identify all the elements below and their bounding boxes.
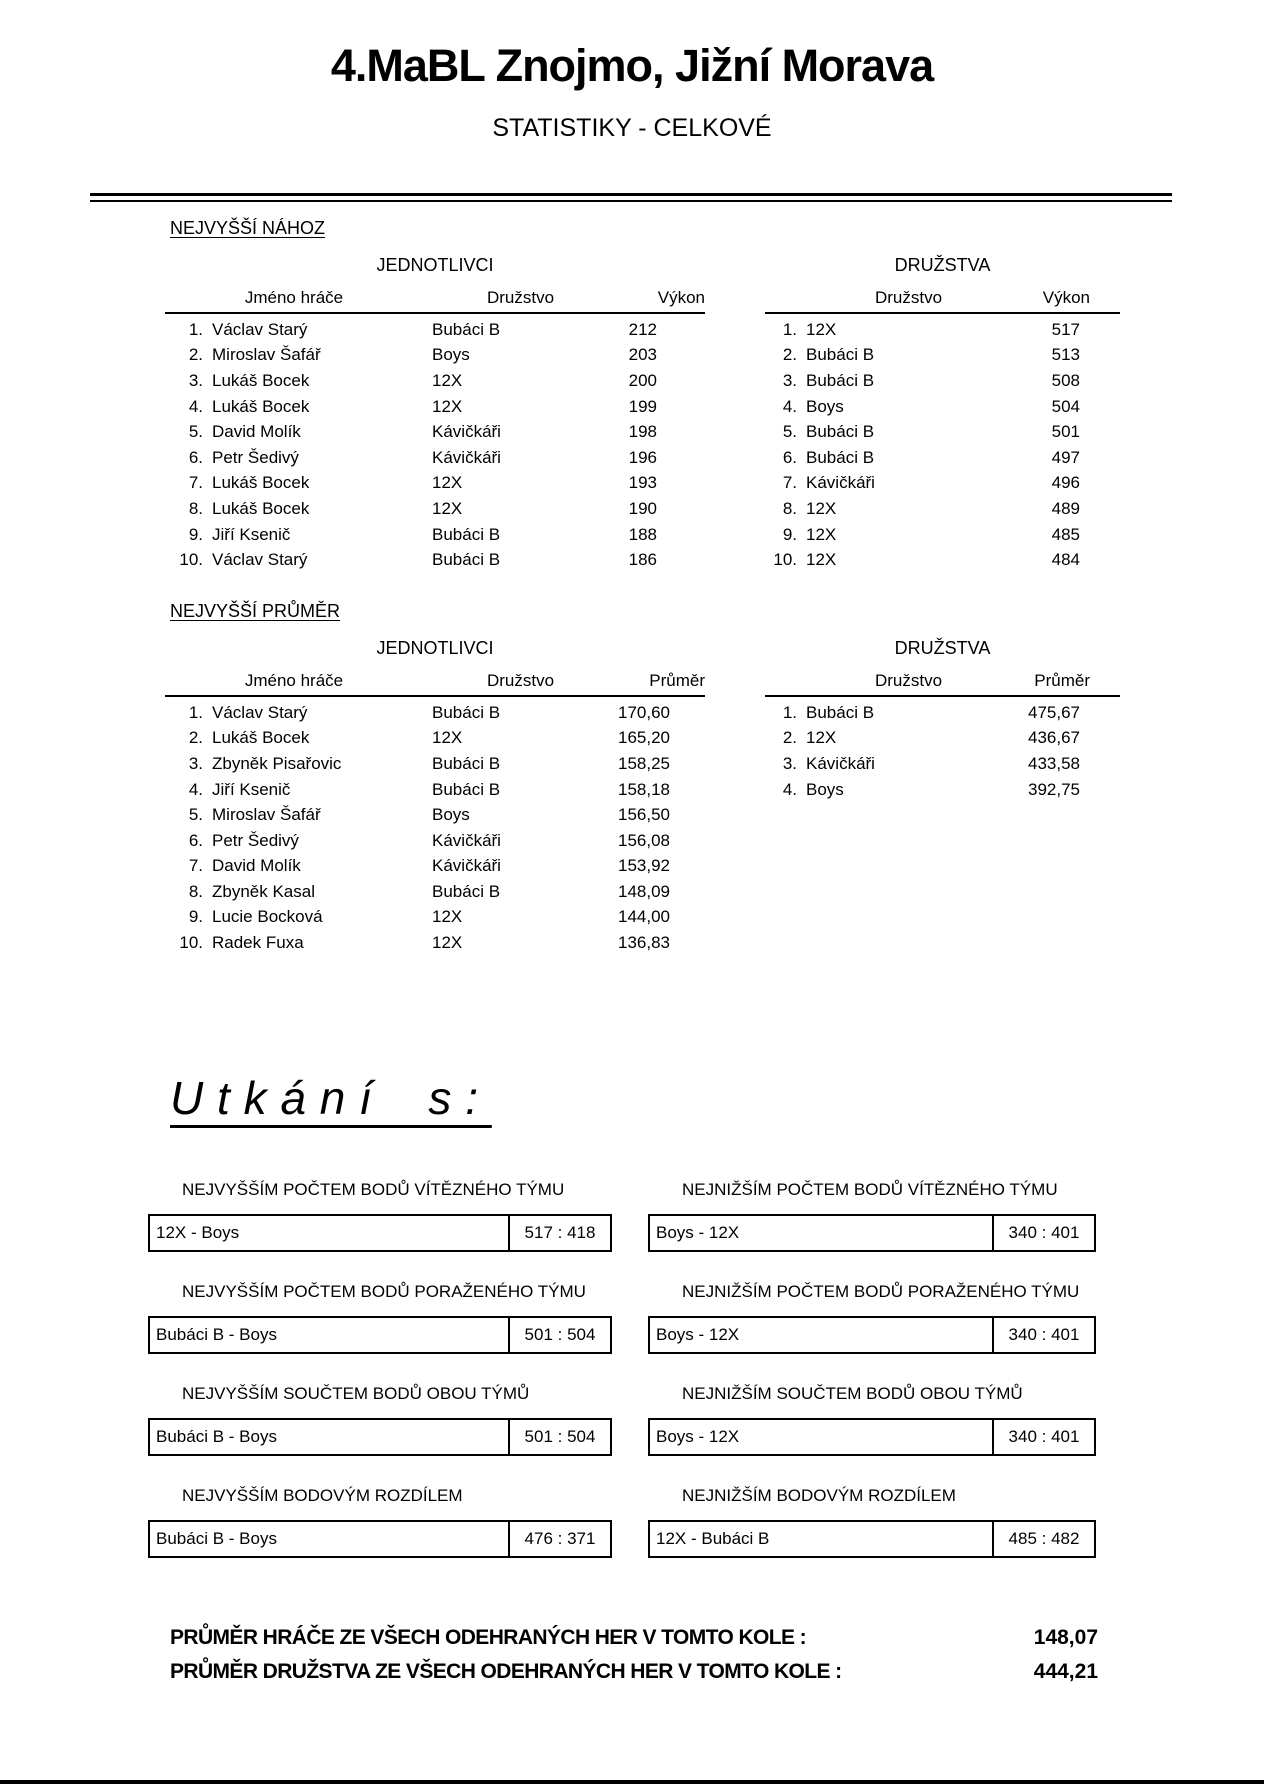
table-row: [765, 394, 1120, 420]
row-player: Miroslav Šafář: [212, 345, 321, 365]
summary-row: [170, 1626, 1098, 1660]
row-rank: 7.: [782, 473, 797, 493]
row-team: Bubáci B: [806, 447, 875, 467]
table-row: [165, 828, 705, 854]
row-value: 212: [628, 319, 657, 339]
table-row: [765, 471, 1120, 497]
row-team: Bubáci B: [432, 702, 501, 722]
row-value: 198: [628, 422, 657, 442]
row-team: Boys: [432, 345, 470, 365]
row-player: Radek Fuxa: [212, 933, 304, 953]
table-row: [165, 802, 705, 828]
row-value: 193: [628, 473, 657, 493]
record-box: [648, 1418, 1096, 1456]
row-rank: 1.: [782, 319, 797, 339]
table-row: [765, 496, 1120, 522]
table-row: [165, 905, 705, 931]
table-row: [165, 471, 705, 497]
table-header-row: [165, 671, 705, 697]
table-row: [765, 522, 1120, 548]
row-rank: 9.: [782, 524, 797, 544]
row-rank: 5.: [188, 422, 203, 442]
row-player: Jiří Ksenič: [212, 779, 291, 799]
row-value: 484: [1051, 550, 1080, 570]
row-team: 12X: [432, 907, 463, 927]
table-header-row: [765, 671, 1120, 697]
row-rank: 4.: [188, 779, 203, 799]
row-player: Lukáš Bocek: [212, 728, 310, 748]
table-rows: [765, 697, 1120, 802]
row-value: 489: [1051, 498, 1080, 518]
record-label: NEJNIŽŠÍM POČTEM BODŮ VÍTĚZNÉHO TÝMU: [682, 1179, 1058, 1199]
utkani-record: [648, 1384, 1096, 1456]
row-rank: 8.: [782, 498, 797, 518]
section-heading-nahoz: NEJVYŠŠÍ NÁHOZ: [170, 218, 326, 238]
record-label: NEJNIŽŠÍM POČTEM BODŮ PORAŽENÉHO TÝMU: [682, 1281, 1080, 1301]
table-row: [765, 751, 1120, 777]
row-team: Bubáci B: [432, 319, 501, 339]
row-value: 136,83: [618, 933, 670, 953]
row-team: 12X: [806, 498, 837, 518]
row-value: 497: [1051, 447, 1080, 467]
record-match: Bubáci B - Boys: [156, 1324, 277, 1344]
row-value: 504: [1051, 396, 1080, 416]
row-value: 170,60: [618, 702, 670, 722]
record-score: 340 : 401: [992, 1318, 1094, 1352]
prumer-teams-column: [765, 622, 1120, 956]
table-row: [165, 700, 705, 726]
utkani-record: [648, 1282, 1096, 1354]
utkani-record: [148, 1282, 612, 1354]
row-rank: 3.: [782, 753, 797, 773]
footer-divider-rule: [0, 1780, 1264, 1784]
utkani-record: [648, 1180, 1096, 1252]
row-player: Zbyněk Kasal: [212, 881, 315, 901]
row-rank: 2.: [782, 345, 797, 365]
row-team: Kávičkáři: [432, 447, 501, 467]
table-rows: [165, 697, 705, 956]
record-match: Boys - 12X: [656, 1324, 740, 1344]
table-row: [165, 547, 705, 573]
row-value: 485: [1051, 524, 1080, 544]
table-row: [165, 879, 705, 905]
row-player: Václav Starý: [212, 702, 308, 722]
row-team: 12X: [432, 498, 463, 518]
row-team: 12X: [806, 550, 837, 570]
row-rank: 3.: [188, 370, 203, 390]
row-rank: 8.: [188, 498, 203, 518]
table-row: [165, 343, 705, 369]
row-rank: 4.: [782, 779, 797, 799]
record-box: [148, 1520, 612, 1558]
row-team: 12X: [432, 370, 463, 390]
nahoz-teams-table: [765, 288, 1120, 573]
row-value: 392,75: [1028, 779, 1080, 799]
table-row: [765, 445, 1120, 471]
column-header-team: Družstvo: [874, 288, 943, 307]
record-box: [148, 1316, 612, 1354]
table-row: [165, 368, 705, 394]
row-value: 158,25: [618, 753, 670, 773]
table-row: [765, 419, 1120, 445]
row-rank: 5.: [782, 422, 797, 442]
utkani-record: [148, 1486, 612, 1558]
row-rank: 2.: [782, 728, 797, 748]
row-rank: 7.: [188, 473, 203, 493]
row-value: 186: [628, 550, 657, 570]
row-player: David Molík: [212, 422, 301, 442]
row-team: Boys: [806, 779, 844, 799]
row-player: David Molík: [212, 856, 301, 876]
row-player: Václav Starý: [212, 319, 308, 339]
row-player: Lukáš Bocek: [212, 396, 310, 416]
column-header-value: Výkon: [657, 288, 705, 307]
row-player: Petr Šedivý: [212, 830, 299, 850]
row-value: 200: [628, 370, 657, 390]
record-score: 501 : 504: [508, 1420, 610, 1454]
prumer-individuals-table: [165, 671, 705, 956]
record-label: NEJNIŽŠÍM BODOVÝM ROZDÍLEM: [682, 1485, 956, 1505]
row-player: Petr Šedivý: [212, 447, 299, 467]
row-value: 436,67: [1028, 728, 1080, 748]
row-rank: 1.: [188, 702, 203, 722]
record-score: 485 : 482: [992, 1522, 1094, 1556]
row-player: Lukáš Bocek: [212, 473, 310, 493]
record-label: NEJVYŠŠÍM BODOVÝM ROZDÍLEM: [182, 1485, 463, 1505]
row-value: 513: [1051, 345, 1080, 365]
record-box: [648, 1316, 1096, 1354]
table-row: [165, 777, 705, 803]
table-header-row: [165, 288, 705, 314]
summary-label: PRŮMĚR HRÁČE ZE VŠECH ODEHRANÝCH HER V TOMTO KOLE :: [170, 1625, 807, 1649]
table-rows: [165, 314, 705, 573]
row-value: 156,08: [618, 830, 670, 850]
row-player: Miroslav Šafář: [212, 805, 321, 825]
row-rank: 9.: [188, 907, 203, 927]
header-divider-rule: [90, 193, 1172, 202]
row-player: Václav Starý: [212, 550, 308, 570]
row-team: 12X: [432, 473, 463, 493]
row-team: 12X: [806, 728, 837, 748]
column-header-team: Družstvo: [486, 670, 555, 690]
row-value: 153,92: [618, 856, 670, 876]
row-team: Bubáci B: [432, 550, 501, 570]
summary-row: [170, 1660, 1098, 1694]
row-team: Bubáci B: [432, 881, 501, 901]
row-team: Bubáci B: [432, 753, 501, 773]
utkani-record: [648, 1486, 1096, 1558]
row-team: 12X: [432, 933, 463, 953]
table-header-row: [765, 288, 1120, 314]
row-rank: 1.: [782, 702, 797, 722]
table-row: [165, 751, 705, 777]
utkani-heading: Utkání s:: [170, 1071, 492, 1124]
prumer-individuals-column: [165, 622, 705, 956]
row-rank: 10.: [179, 933, 203, 953]
record-box: [148, 1418, 612, 1456]
summary-block: [170, 1626, 1098, 1694]
table-row: [765, 777, 1120, 803]
summary-value: 444,21: [1033, 1659, 1098, 1683]
record-score: 517 : 418: [508, 1216, 610, 1250]
table-row: [165, 930, 705, 956]
record-label: NEJVYŠŠÍM POČTEM BODŮ VÍTĚZNÉHO TÝMU: [182, 1179, 565, 1199]
row-value: 156,50: [618, 805, 670, 825]
row-team: Bubáci B: [432, 779, 501, 799]
row-value: 165,20: [618, 728, 670, 748]
document-title: 4.MaBL Znojmo, Jižní Morava: [330, 40, 934, 91]
record-match: 12X - Bubáci B: [656, 1528, 770, 1548]
row-team: 12X: [432, 396, 463, 416]
row-rank: 10.: [773, 550, 797, 570]
row-value: 188: [628, 524, 657, 544]
record-match: Boys - 12X: [656, 1426, 740, 1446]
prumer-teams-title: DRUŽSTVA: [894, 637, 991, 658]
row-team: 12X: [806, 319, 837, 339]
table-row: [165, 394, 705, 420]
table-row: [165, 522, 705, 548]
row-value: 158,18: [618, 779, 670, 799]
row-team: Kávičkáři: [432, 830, 501, 850]
row-rank: 3.: [188, 753, 203, 773]
nahoz-individuals-title: JEDNOTLIVCI: [376, 255, 494, 275]
table-row: [765, 700, 1120, 726]
table-row: [765, 343, 1120, 369]
column-header-value: Průměr: [1034, 670, 1090, 690]
row-player: Lucie Bocková: [212, 907, 323, 927]
row-player: Zbyněk Pisařovic: [212, 753, 342, 773]
row-team: Bubáci B: [806, 345, 875, 365]
row-value: 496: [1051, 473, 1080, 493]
row-player: Jiří Ksenič: [212, 524, 291, 544]
row-team: Kávičkáři: [432, 856, 501, 876]
row-player: Lukáš Bocek: [212, 370, 310, 390]
section-prumer-columns: [165, 622, 1264, 956]
summary-label: PRŮMĚR DRUŽSTVA ZE VŠECH ODEHRANÝCH HER V TOMTO KOLE :: [170, 1659, 842, 1683]
row-rank: 1.: [188, 319, 203, 339]
nahoz-individuals-table: [165, 288, 705, 573]
table-row: [765, 317, 1120, 343]
row-team: Kávičkáři: [806, 473, 875, 493]
table-row: [165, 317, 705, 343]
table-row: [165, 445, 705, 471]
row-value: 190: [628, 498, 657, 518]
table-row: [165, 419, 705, 445]
record-box: [148, 1214, 612, 1252]
record-match: Bubáci B - Boys: [156, 1528, 277, 1548]
utkani-record: [148, 1180, 612, 1252]
row-rank: 2.: [188, 345, 203, 365]
table-row: [765, 726, 1120, 752]
column-header-value: Výkon: [1042, 288, 1090, 307]
row-rank: 2.: [188, 728, 203, 748]
row-rank: 7.: [188, 856, 203, 876]
summary-value: 148,07: [1033, 1625, 1098, 1649]
row-rank: 10.: [179, 550, 203, 570]
record-match: Bubáci B - Boys: [156, 1426, 277, 1446]
row-rank: 6.: [188, 447, 203, 467]
record-label: NEJVYŠŠÍM SOUČTEM BODŮ OBOU TÝMŮ: [182, 1383, 530, 1403]
row-value: 501: [1051, 422, 1080, 442]
row-value: 199: [628, 396, 657, 416]
row-team: Kávičkáři: [432, 422, 501, 442]
record-box: [648, 1214, 1096, 1252]
column-header-value: Průměr: [649, 670, 705, 690]
table-row: [165, 854, 705, 880]
row-rank: 3.: [782, 370, 797, 390]
row-rank: 5.: [188, 805, 203, 825]
row-value: 144,00: [618, 907, 670, 927]
row-rank: 4.: [782, 396, 797, 416]
record-box: [648, 1520, 1096, 1558]
row-value: 196: [628, 447, 657, 467]
column-header-team: Družstvo: [486, 288, 555, 307]
record-score: 476 : 371: [508, 1522, 610, 1556]
row-value: 148,09: [618, 881, 670, 901]
record-label: NEJVYŠŠÍM POČTEM BODŮ PORAŽENÉHO TÝMU: [182, 1281, 586, 1301]
section-nahoz-columns: [165, 239, 1264, 573]
prumer-individuals-title: JEDNOTLIVCI: [376, 637, 494, 658]
record-score: 501 : 504: [508, 1318, 610, 1352]
row-team: Bubáci B: [806, 702, 875, 722]
column-header-player: Jméno hráče: [244, 670, 344, 690]
table-row: [165, 726, 705, 752]
record-label: NEJNIŽŠÍM SOUČTEM BODŮ OBOU TÝMŮ: [682, 1383, 1023, 1403]
utkani-records-grid: [148, 1180, 1264, 1558]
column-header-team: Družstvo: [874, 670, 943, 690]
table-row: [165, 496, 705, 522]
row-team: Boys: [806, 396, 844, 416]
row-team: 12X: [432, 728, 463, 748]
row-team: Bubáci B: [432, 524, 501, 544]
document-subtitle: STATISTIKY - CELKOVÉ: [492, 114, 772, 142]
section-heading-prumer: NEJVYŠŠÍ PRŮMĚR: [170, 600, 341, 621]
row-value: 203: [628, 345, 657, 365]
row-value: 433,58: [1028, 753, 1080, 773]
record-match: Boys - 12X: [656, 1222, 740, 1242]
nahoz-teams-title: DRUŽSTVA: [894, 255, 991, 275]
row-team: Boys: [432, 805, 470, 825]
row-rank: 6.: [782, 447, 797, 467]
record-score: 340 : 401: [992, 1420, 1094, 1454]
row-rank: 6.: [188, 830, 203, 850]
nahoz-individuals-column: [165, 239, 705, 573]
row-team: Bubáci B: [806, 370, 875, 390]
row-value: 475,67: [1028, 702, 1080, 722]
row-rank: 4.: [188, 396, 203, 416]
row-rank: 8.: [188, 881, 203, 901]
row-value: 508: [1051, 370, 1080, 390]
row-team: Kávičkáři: [806, 753, 875, 773]
row-team: 12X: [806, 524, 837, 544]
row-value: 517: [1051, 319, 1080, 339]
table-row: [765, 368, 1120, 394]
prumer-teams-table: [765, 671, 1120, 802]
utkani-record: [148, 1384, 612, 1456]
table-row: [765, 547, 1120, 573]
row-rank: 9.: [188, 524, 203, 544]
nahoz-teams-column: [765, 239, 1120, 573]
row-team: Bubáci B: [806, 422, 875, 442]
column-header-player: Jméno hráče: [244, 288, 344, 307]
record-match: 12X - Boys: [156, 1222, 240, 1242]
table-rows: [765, 314, 1120, 573]
record-score: 340 : 401: [992, 1216, 1094, 1250]
row-player: Lukáš Bocek: [212, 498, 310, 518]
